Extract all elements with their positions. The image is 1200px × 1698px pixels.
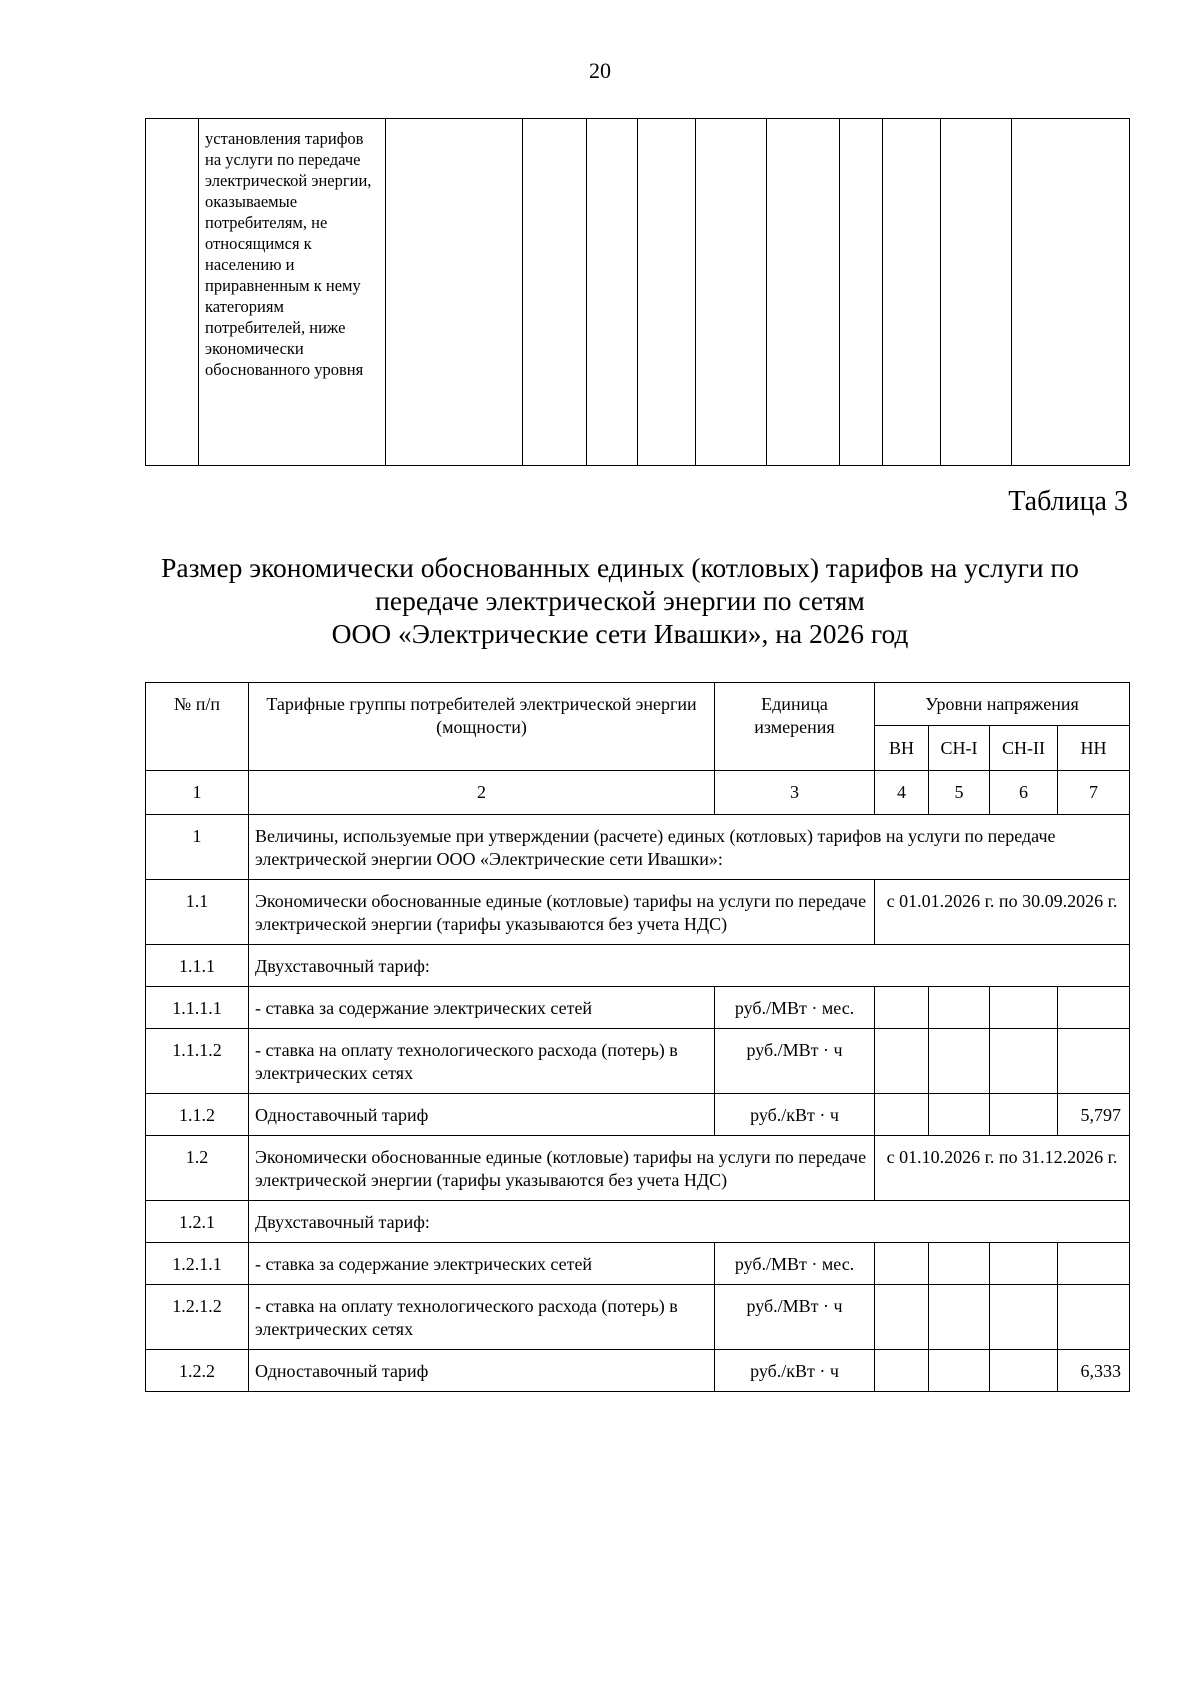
value-vn	[875, 1029, 929, 1094]
col-number: 1	[146, 771, 249, 815]
row-number: 1.2.2	[146, 1350, 249, 1392]
tariff-table	[145, 682, 1130, 1392]
header-vn: ВН	[875, 726, 929, 771]
table-cell	[941, 119, 1012, 466]
value-nn	[1058, 1243, 1130, 1285]
table-title	[120, 551, 1120, 650]
value-nn	[1058, 1029, 1130, 1094]
value-nn	[1058, 1285, 1130, 1350]
row-number: 1.2.1	[146, 1201, 249, 1243]
table-cell	[883, 119, 941, 466]
col-number: 2	[249, 771, 715, 815]
table-row	[146, 1136, 1130, 1201]
table-row	[146, 119, 1130, 466]
header-nn: НН	[1058, 726, 1130, 771]
table-row	[146, 1350, 1130, 1392]
row-number: 1.2	[146, 1136, 249, 1201]
value-vn	[875, 1094, 929, 1136]
value-sn1	[929, 987, 990, 1029]
col-number: 3	[715, 771, 875, 815]
row-text: - ставка за содержание электрических сетей	[249, 987, 715, 1029]
page-number: 20	[589, 58, 611, 83]
table-cell	[386, 119, 523, 466]
header-num: № п/п	[146, 683, 249, 771]
value-sn2	[990, 1029, 1058, 1094]
continuation-text: установления тарифов на услуги по передаче электрической энергии, оказываемые потребителям, не относящимся к населению и приравненным к нему категориям потребителей, ниже экономически обоснованного уровня	[199, 119, 386, 466]
table-row	[146, 1285, 1130, 1350]
table-row	[146, 1201, 1130, 1243]
col-number: 6	[990, 771, 1058, 815]
value-sn1	[929, 1285, 990, 1350]
table-cell	[523, 119, 587, 466]
header-unit: Единица измерения	[715, 683, 875, 771]
value-nn: 6,333	[1058, 1350, 1130, 1392]
unit-cell: руб./МВт · ч	[715, 1285, 875, 1350]
row-number: 1.1.1.2	[146, 1029, 249, 1094]
value-vn	[875, 987, 929, 1029]
value-sn2	[990, 987, 1058, 1029]
table-row	[146, 1094, 1130, 1136]
table-row	[146, 815, 1130, 880]
period-cell: с 01.10.2026 г. по 31.12.2026 г.	[875, 1136, 1130, 1201]
table-cell	[587, 119, 638, 466]
header-sn1: СН-I	[929, 726, 990, 771]
continuation-table	[145, 118, 1130, 466]
title-line: Размер экономически обоснованных единых (котловых) тарифов на услуги по	[161, 552, 1079, 583]
header-groups: Тарифные группы потребителей электрической энергии (мощности)	[249, 683, 715, 771]
period-cell: с 01.01.2026 г. по 30.09.2026 г.	[875, 880, 1130, 945]
row-text: - ставка на оплату технологического расхода (потерь) в электрических сетях	[249, 1029, 715, 1094]
value-sn1	[929, 1094, 990, 1136]
unit-cell: руб./МВт · мес.	[715, 987, 875, 1029]
row-text: - ставка на оплату технологического расхода (потерь) в электрических сетях	[249, 1285, 715, 1350]
value-sn2	[990, 1285, 1058, 1350]
unit-cell: руб./кВт · ч	[715, 1094, 875, 1136]
value-sn1	[929, 1350, 990, 1392]
row-text: Одноставочный тариф	[249, 1350, 715, 1392]
col-number: 4	[875, 771, 929, 815]
table-cell	[146, 119, 199, 466]
value-sn1	[929, 1029, 990, 1094]
table-row	[146, 1029, 1130, 1094]
title-line: передаче электрической энергии по сетям	[375, 585, 865, 616]
col-number: 7	[1058, 771, 1130, 815]
header-levels: Уровни напряжения	[875, 683, 1130, 726]
header-row	[146, 683, 1130, 726]
table-row	[146, 945, 1130, 987]
row-text: - ставка за содержание электрических сетей	[249, 1243, 715, 1285]
unit-cell: руб./МВт · мес.	[715, 1243, 875, 1285]
value-nn	[1058, 987, 1130, 1029]
row-text: Двухставочный тариф:	[249, 945, 1130, 987]
col-number: 5	[929, 771, 990, 815]
value-sn2	[990, 1243, 1058, 1285]
row-number: 1.2.1.1	[146, 1243, 249, 1285]
row-text: Одноставочный тариф	[249, 1094, 715, 1136]
row-number: 1.1.2	[146, 1094, 249, 1136]
row-number: 1.1	[146, 880, 249, 945]
table-cell	[1012, 119, 1130, 466]
row-text: Экономически обоснованные единые (котловые) тарифы на услуги по передаче электрической энергии (тарифы указываются без учета НДС)	[249, 880, 875, 945]
table-row	[146, 1243, 1130, 1285]
row-number: 1.1.1.1	[146, 987, 249, 1029]
row-text: Величины, используемые при утверждении (расчете) единых (котловых) тарифов на услуги по передаче электрической энергии ООО «Электрические сети Ивашки»:	[249, 815, 1130, 880]
value-sn1	[929, 1243, 990, 1285]
value-sn2	[990, 1350, 1058, 1392]
table-cell	[767, 119, 840, 466]
unit-cell: руб./МВт · ч	[715, 1029, 875, 1094]
value-sn2	[990, 1094, 1058, 1136]
table-cell	[638, 119, 696, 466]
table-row	[146, 880, 1130, 945]
header-sn2: СН-II	[990, 726, 1058, 771]
table-cell	[696, 119, 767, 466]
row-number: 1.1.1	[146, 945, 249, 987]
value-vn	[875, 1285, 929, 1350]
row-text: Двухставочный тариф:	[249, 1201, 1130, 1243]
column-number-row	[146, 771, 1130, 815]
unit-cell: руб./кВт · ч	[715, 1350, 875, 1392]
title-line: ООО «Электрические сети Ивашки», на 2026 год	[331, 618, 909, 649]
row-text: Экономически обоснованные единые (котловые) тарифы на услуги по передаче электрической энергии (тарифы указываются без учета НДС)	[249, 1136, 875, 1201]
table-cell	[840, 119, 883, 466]
table-row	[146, 987, 1130, 1029]
value-vn	[875, 1350, 929, 1392]
table-label: Таблица 3	[1008, 486, 1128, 517]
row-number: 1	[146, 815, 249, 880]
value-nn: 5,797	[1058, 1094, 1130, 1136]
row-number: 1.2.1.2	[146, 1285, 249, 1350]
value-vn	[875, 1243, 929, 1285]
